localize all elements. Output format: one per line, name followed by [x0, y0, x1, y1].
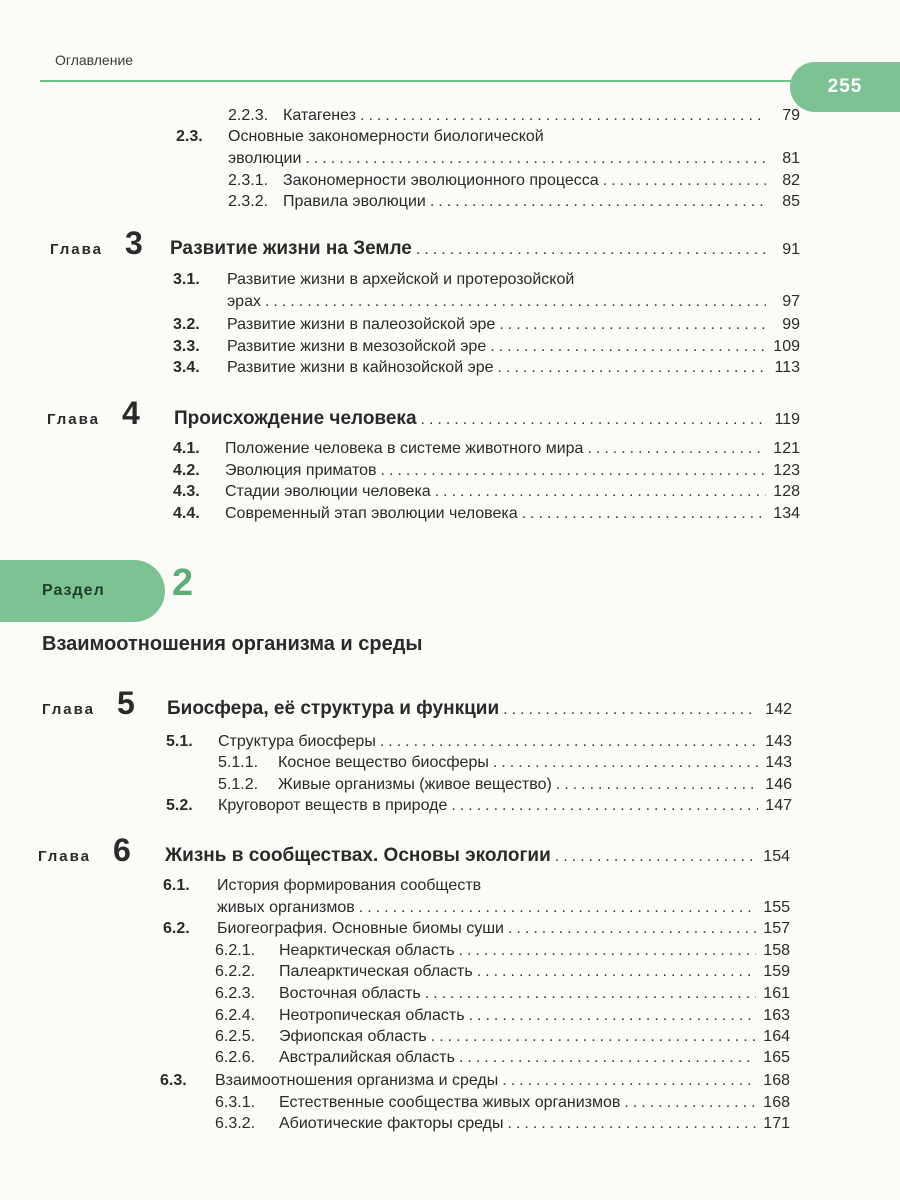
leader-dots — [624, 1093, 756, 1113]
entry-number: 4.4. — [173, 505, 200, 522]
toc-entry[interactable] — [215, 941, 790, 961]
entry-page: 123 — [773, 462, 800, 479]
toc-entry[interactable] — [173, 482, 800, 502]
chapter-word: Глава — [50, 241, 103, 258]
chapter-heading[interactable] — [50, 225, 800, 262]
entry-number: 6.2.6. — [215, 1049, 256, 1066]
entry-number: 5.1. — [166, 733, 193, 750]
entry-number: 5.1.2. — [218, 776, 259, 793]
entry-title: Развитие жизни в кайнозойской эре — [227, 359, 494, 376]
toc-entry[interactable] — [173, 270, 800, 290]
toc-entry[interactable] — [176, 127, 800, 147]
entry-page: 171 — [763, 1115, 790, 1132]
toc-entry[interactable] — [215, 1006, 790, 1026]
entry-page: 158 — [763, 942, 790, 959]
section-title[interactable]: Взаимоотношения организма и среды — [42, 633, 423, 655]
entry-page: 121 — [773, 440, 800, 457]
entry-number: 5.1.1. — [218, 754, 259, 771]
entry-page: 99 — [782, 316, 800, 333]
entry-title: Катагенез — [283, 107, 357, 124]
section-number: 2 — [172, 562, 194, 604]
entry-number: 6.2.1. — [215, 942, 256, 959]
leader-dots — [380, 732, 758, 752]
entry-page: 85 — [782, 193, 800, 210]
entry-page: 128 — [773, 483, 800, 500]
entry-title: Положение человека в системе животного мира — [225, 440, 584, 457]
entry-page: 168 — [763, 1094, 790, 1111]
entry-number: 6.2. — [163, 920, 190, 937]
entry-title: Австралийская область — [279, 1049, 455, 1066]
chapter-word: Глава — [47, 411, 100, 428]
chapter-heading[interactable] — [38, 832, 790, 869]
chapter-title: Биосфера, её структура и функции — [167, 698, 500, 719]
entry-number: 3.3. — [173, 338, 200, 355]
chapter-number: 3 — [125, 225, 143, 261]
leader-dots — [265, 292, 766, 312]
leader-dots — [503, 701, 758, 719]
leader-dots — [477, 962, 756, 982]
toc-entry[interactable] — [173, 337, 800, 357]
entry-number: 3.2. — [173, 316, 200, 333]
entry-title: Развитие жизни в мезозойской эре — [227, 338, 487, 355]
entry-title: Правила эволюции — [283, 193, 426, 210]
entry-page: 146 — [765, 776, 792, 793]
entry-title: Эфиопская область — [279, 1028, 427, 1045]
leader-dots — [522, 504, 766, 524]
toc-entry[interactable] — [173, 461, 800, 481]
entry-page: 159 — [763, 963, 790, 980]
entry-number: 3.1. — [173, 271, 200, 288]
chapter-title: Жизнь в сообществах. Основы экологии — [165, 845, 551, 866]
entry-page: 157 — [763, 920, 790, 937]
chapter-page: 142 — [765, 701, 792, 718]
entry-number: 6.2.2. — [215, 963, 256, 980]
entry-title: Круговорот веществ в природе — [218, 797, 448, 814]
toc-entry[interactable] — [173, 358, 800, 378]
entry-page: 97 — [782, 293, 800, 310]
entry-number: 6.2.5. — [215, 1028, 256, 1045]
toc-entry[interactable] — [215, 1027, 790, 1047]
entry-number: 2.3. — [176, 128, 203, 145]
chapter-number: 6 — [113, 832, 131, 868]
entry-title: Основные закономерности биологической — [228, 128, 544, 145]
entry-title: Структура биосферы — [218, 733, 376, 750]
leader-dots — [425, 984, 756, 1004]
page-number-tab: 255 — [790, 62, 900, 112]
entry-page: 164 — [763, 1028, 790, 1045]
entry-page: 155 — [763, 899, 790, 916]
leader-dots — [499, 315, 766, 335]
entry-page: 147 — [765, 797, 792, 814]
leader-dots — [416, 241, 766, 259]
leader-dots — [493, 753, 758, 773]
chapter-page: 154 — [763, 848, 790, 865]
entry-number: 6.3. — [160, 1072, 187, 1089]
entry-page: 143 — [765, 733, 792, 750]
leader-dots — [587, 439, 766, 459]
page-header-title: Оглавление — [55, 52, 134, 68]
chapter-heading[interactable] — [42, 685, 792, 722]
entry-number: 5.2. — [166, 797, 193, 814]
leader-dots — [431, 1027, 756, 1047]
entry-page: 165 — [763, 1049, 790, 1066]
entry-title: Эволюция приматов — [225, 462, 377, 479]
entry-page: 109 — [773, 338, 800, 355]
toc-entry[interactable] — [215, 1048, 790, 1068]
entry-title: Взаимоотношения организма и среды — [215, 1072, 499, 1089]
chapter-page: 91 — [782, 241, 800, 258]
entry-title: Стадии эволюции человека — [225, 483, 431, 500]
entry-title: Косное вещество биосферы — [278, 754, 489, 771]
entry-number: 6.1. — [163, 877, 190, 894]
toc-entry[interactable] — [166, 732, 792, 752]
entry-number: 2.2.3. — [228, 107, 269, 124]
toc-entry[interactable] — [228, 106, 800, 126]
entry-title: Неарктическая область — [279, 942, 455, 959]
toc-entry[interactable] — [215, 1114, 790, 1134]
toc-entry[interactable] — [163, 876, 790, 896]
leader-dots — [498, 358, 766, 378]
leader-dots — [555, 848, 756, 866]
leader-dots — [459, 1048, 756, 1068]
leader-dots — [381, 461, 766, 481]
entry-title: Живые организмы (живое вещество) — [278, 776, 552, 793]
chapter-title: Происхождение человека — [174, 408, 417, 429]
leader-dots — [430, 192, 766, 212]
toc-entry[interactable] — [173, 504, 800, 524]
toc-entry[interactable] — [163, 919, 790, 939]
entry-number: 6.3.2. — [215, 1115, 256, 1132]
toc-entry-continuation[interactable] — [217, 898, 790, 918]
entry-page: 113 — [774, 359, 800, 376]
leader-dots — [469, 1006, 756, 1026]
leader-dots — [508, 1114, 756, 1134]
entry-title: Палеарктическая область — [279, 963, 473, 980]
entry-title: Абиотические факторы среды — [279, 1115, 504, 1132]
entry-page: 79 — [782, 107, 800, 124]
entry-title: Биогеография. Основные биомы суши — [217, 920, 504, 937]
entry-title: Естественные сообщества живых организмов — [279, 1094, 621, 1111]
entry-page: 143 — [765, 754, 792, 771]
toc-entry-continuation[interactable] — [228, 149, 800, 169]
entry-page: 82 — [782, 172, 800, 189]
entry-title: Развитие жизни в архейской и протерозойской — [227, 271, 575, 288]
entry-number: 2.3.1. — [228, 172, 269, 189]
entry-title: Неотропическая область — [279, 1007, 465, 1024]
chapter-number: 4 — [122, 395, 140, 431]
leader-dots — [305, 149, 766, 169]
leader-dots — [451, 796, 758, 816]
chapter-title: Развитие жизни на Земле — [170, 238, 412, 259]
entry-number: 4.2. — [173, 462, 200, 479]
entry-title: Современный этап эволюции человека — [225, 505, 518, 522]
leader-dots — [360, 106, 766, 126]
entry-page: 168 — [763, 1072, 790, 1089]
toc-entry[interactable] — [218, 753, 792, 773]
leader-dots — [435, 482, 766, 502]
entry-title: Развитие жизни в палеозойской эре — [227, 316, 496, 333]
entry-number: 4.3. — [173, 483, 200, 500]
entry-page: 134 — [773, 505, 800, 522]
chapter-number: 5 — [117, 685, 135, 721]
toc-entry-continuation[interactable] — [227, 292, 800, 312]
leader-dots — [459, 941, 756, 961]
entry-number: 4.1. — [173, 440, 200, 457]
entry-title: Восточная область — [279, 985, 421, 1002]
toc-entry[interactable] — [215, 984, 790, 1004]
chapter-word: Глава — [42, 701, 95, 718]
toc-entry[interactable] — [166, 796, 792, 816]
entry-number: 2.3.2. — [228, 193, 269, 210]
toc-entry[interactable] — [173, 315, 800, 335]
chapter-page: 119 — [774, 411, 800, 428]
leader-dots — [490, 337, 766, 357]
entry-number: 6.3.1. — [215, 1094, 256, 1111]
entry-number: 6.2.3. — [215, 985, 256, 1002]
entry-title-continuation: эрах — [227, 293, 261, 310]
entry-page: 81 — [782, 150, 800, 167]
toc-entry[interactable] — [228, 171, 800, 191]
toc-entry[interactable] — [215, 1093, 790, 1113]
entry-number: 6.2.4. — [215, 1007, 256, 1024]
leader-dots — [508, 919, 756, 939]
toc-entry[interactable] — [228, 192, 800, 212]
leader-dots — [556, 775, 758, 795]
header-rule — [40, 80, 840, 82]
toc-entry[interactable] — [173, 439, 800, 459]
entry-title-continuation: эволюции — [228, 150, 302, 167]
leader-dots — [359, 898, 756, 918]
leader-dots — [603, 171, 766, 191]
entry-page: 161 — [763, 985, 790, 1002]
chapter-word: Глава — [38, 848, 91, 865]
entry-title: История формирования сообществ — [217, 877, 482, 894]
entry-number: 3.4. — [173, 359, 200, 376]
toc-entry[interactable] — [218, 775, 792, 795]
entry-title: Закономерности эволюционного процесса — [283, 172, 599, 189]
toc-entry[interactable] — [215, 962, 790, 982]
entry-title-continuation: живых организмов — [217, 899, 355, 916]
section-word: Раздел — [42, 582, 105, 599]
leader-dots — [421, 411, 766, 429]
toc-entry[interactable] — [160, 1071, 790, 1091]
leader-dots — [502, 1071, 756, 1091]
chapter-heading[interactable] — [47, 395, 800, 432]
entry-page: 163 — [763, 1007, 790, 1024]
